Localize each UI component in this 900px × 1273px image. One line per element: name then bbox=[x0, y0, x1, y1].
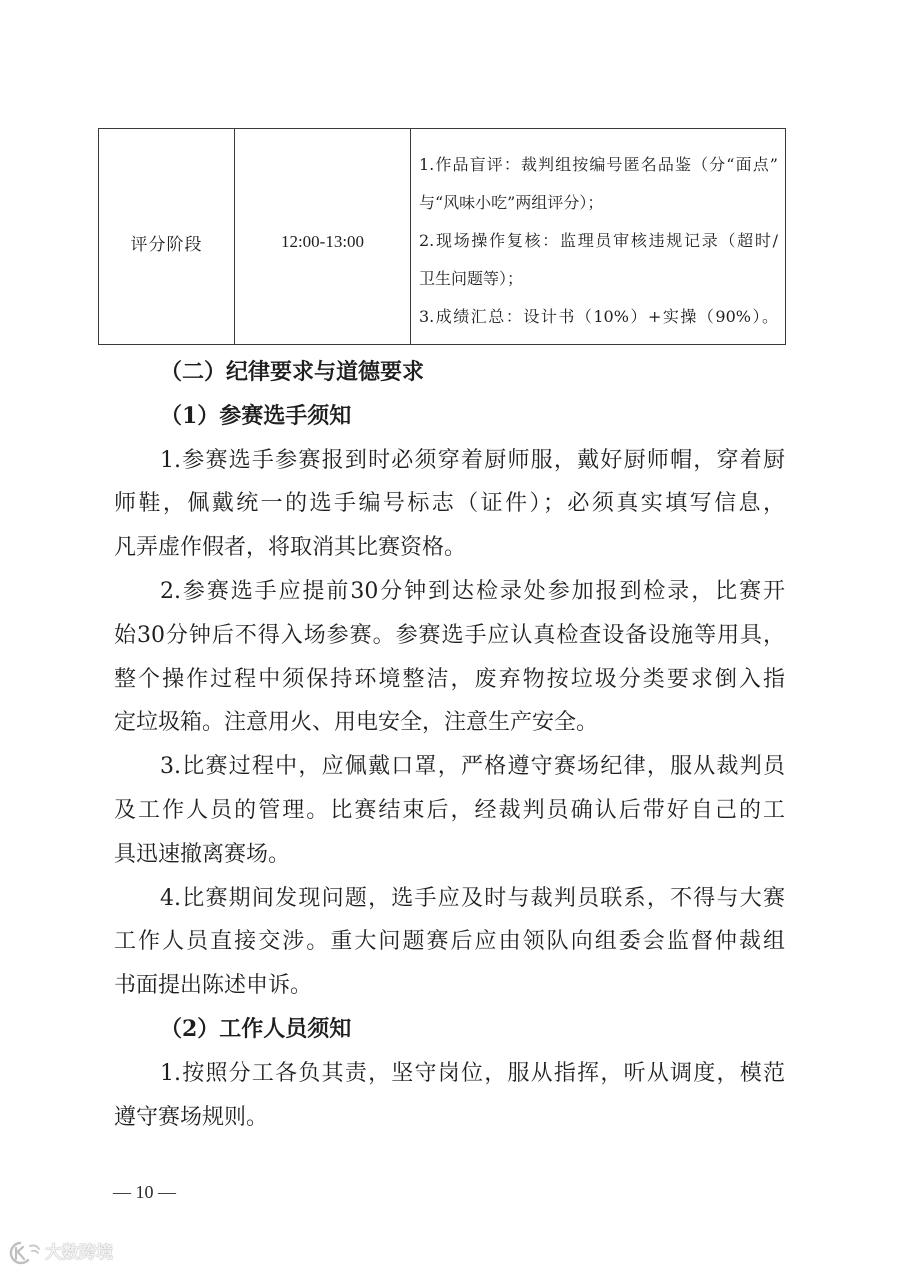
paragraph-line: 始30分钟后不得入场参赛。参赛选手应认真检查设备设施等用具， bbox=[114, 622, 785, 648]
stage-cell: 评分阶段 bbox=[99, 129, 235, 345]
paragraph-line: 4.比赛期间发现问题，选手应及时与裁判员联系，不得与大赛 bbox=[160, 885, 785, 911]
paragraph bbox=[114, 877, 785, 1008]
content-line: 2.现场操作复核：监理员审核违规记录（超时/ bbox=[419, 231, 778, 250]
time-cell: 12:00-13:00 bbox=[235, 129, 411, 345]
subsection-heading-staff: （2）工作人员须知 bbox=[160, 1015, 352, 1042]
paragraph-line: 1.按照分工各负其责，坚守岗位，服从指挥，听从调度，模范 bbox=[160, 1060, 785, 1086]
paragraph-line: 整个操作过程中须保持环境整洁，废弃物按垃圾分类要求倒入指 bbox=[114, 666, 785, 692]
paragraph-line: 1.参赛选手参赛报到时必须穿着厨师服，戴好厨师帽，穿着厨 bbox=[160, 447, 785, 473]
paragraph-line: 遵守赛场规则。 bbox=[114, 1104, 269, 1130]
paragraph bbox=[114, 439, 785, 570]
paragraph bbox=[114, 1052, 785, 1140]
paragraph-line: 具迅速撤离赛场。 bbox=[114, 841, 291, 867]
content-line: 3.成绩汇总：设计书（10%）+实操（90%）。 bbox=[419, 307, 778, 326]
content-line: 卫生问题等）； bbox=[419, 269, 524, 288]
section-heading: （二）纪律要求与道德要求 bbox=[160, 359, 425, 385]
subsection-heading-participants: （1）参赛选手须知 bbox=[160, 402, 352, 429]
brand-logo-icon bbox=[6, 1240, 42, 1266]
scoring-schedule-table bbox=[98, 128, 786, 345]
page-number: — 10 — bbox=[113, 1182, 176, 1202]
paragraph-line: 2.参赛选手应提前30分钟到达检录处参加报到检录，比赛开 bbox=[160, 578, 785, 604]
document-body bbox=[114, 351, 785, 1139]
paragraph-line: 凡弄虚作假者，将取消其比赛资格。 bbox=[114, 535, 467, 561]
content-line: 与“风味小吃”两组评分）； bbox=[419, 193, 604, 212]
paragraph-line: 师鞋，佩戴统一的选手编号标志（证件）；必须真实填写信息， bbox=[114, 491, 785, 517]
paragraph bbox=[114, 745, 785, 876]
content-cell bbox=[411, 129, 786, 345]
paragraph-line: 工作人员直接交涉。重大问题赛后应由领队向组委会监督仲裁组 bbox=[114, 929, 785, 955]
paragraph-line: 3.比赛过程中，应佩戴口罩，严格遵守赛场纪律，服从裁判员 bbox=[160, 754, 785, 780]
watermark bbox=[6, 1240, 113, 1266]
table-row bbox=[99, 129, 786, 345]
content-line: 1.作品盲评：裁判组按编号匿名品鉴（分“面点” bbox=[419, 155, 778, 174]
paragraph-line: 书面提出陈述申诉。 bbox=[114, 973, 313, 999]
paragraph bbox=[114, 570, 785, 745]
paragraph-line: 定垃圾箱。注意用火、用电安全，注意生产安全。 bbox=[114, 710, 599, 736]
watermark-text: 大数跨境 bbox=[45, 1243, 113, 1263]
paragraph-line: 及工作人员的管理。比赛结束后，经裁判员确认后带好自己的工 bbox=[114, 797, 785, 823]
